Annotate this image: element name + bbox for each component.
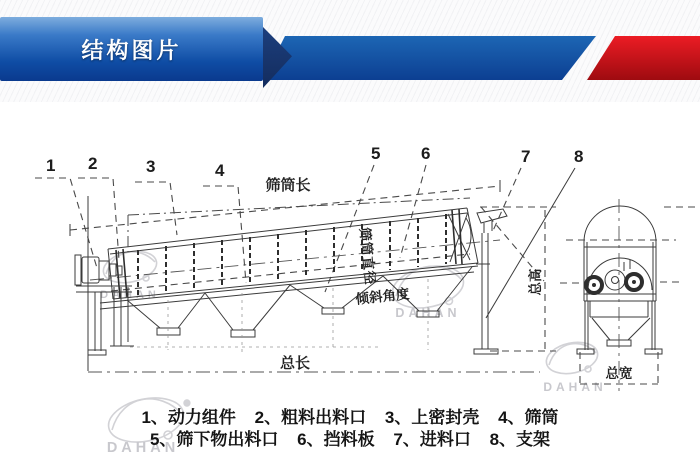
callout-6: 6 bbox=[421, 144, 431, 163]
legend-item: 2、粗料出料口 bbox=[254, 408, 367, 427]
legend-item: 8、支架 bbox=[489, 429, 551, 449]
callout-8: 8 bbox=[574, 147, 584, 166]
callout-3: 3 bbox=[146, 157, 156, 176]
legend-item: 4、筛筒 bbox=[498, 408, 559, 427]
watermark-text: DAHAN bbox=[395, 306, 461, 320]
legend-line-2 bbox=[0, 429, 700, 451]
dim-drum-length: 筛筒长 bbox=[265, 177, 311, 194]
dim-total-length: 总长 bbox=[279, 355, 311, 372]
dim-incline-angle: 倾斜角度 bbox=[354, 286, 411, 307]
callout-4: 4 bbox=[215, 161, 225, 180]
end-view bbox=[560, 199, 684, 391]
watermark-text: DAHAN bbox=[543, 380, 607, 394]
parts-legend bbox=[0, 407, 700, 450]
callout-7: 7 bbox=[521, 147, 531, 166]
callout-2: 2 bbox=[88, 154, 98, 173]
dim-drum-diameter: 筛筒直径 bbox=[357, 226, 378, 286]
screen-drum bbox=[90, 208, 500, 299]
legend-item: 7、进料口 bbox=[393, 429, 471, 449]
dim-total-width: 总宽 bbox=[605, 366, 633, 381]
watermark-text: DAHAN bbox=[100, 289, 160, 301]
callout-1: 1 bbox=[46, 156, 56, 175]
callout-numbers bbox=[46, 144, 583, 180]
section-title: 结构图片 bbox=[81, 37, 182, 63]
legend-item: 1、动力组件 bbox=[141, 408, 236, 427]
dim-total-height: 总高 bbox=[528, 268, 543, 296]
legend-item: 3、上密封壳 bbox=[384, 408, 480, 427]
legend-line-1 bbox=[0, 407, 700, 429]
callout-5: 5 bbox=[371, 144, 381, 163]
svg-text:®: ® bbox=[184, 399, 190, 408]
dahan-logo-watermark bbox=[543, 338, 606, 394]
legend-item: 6、挡料板 bbox=[297, 429, 375, 449]
dimension-lines bbox=[70, 180, 698, 372]
legend-item: 5、筛下物出料口 bbox=[149, 429, 279, 449]
watermark-text: DAHAN bbox=[106, 440, 180, 456]
